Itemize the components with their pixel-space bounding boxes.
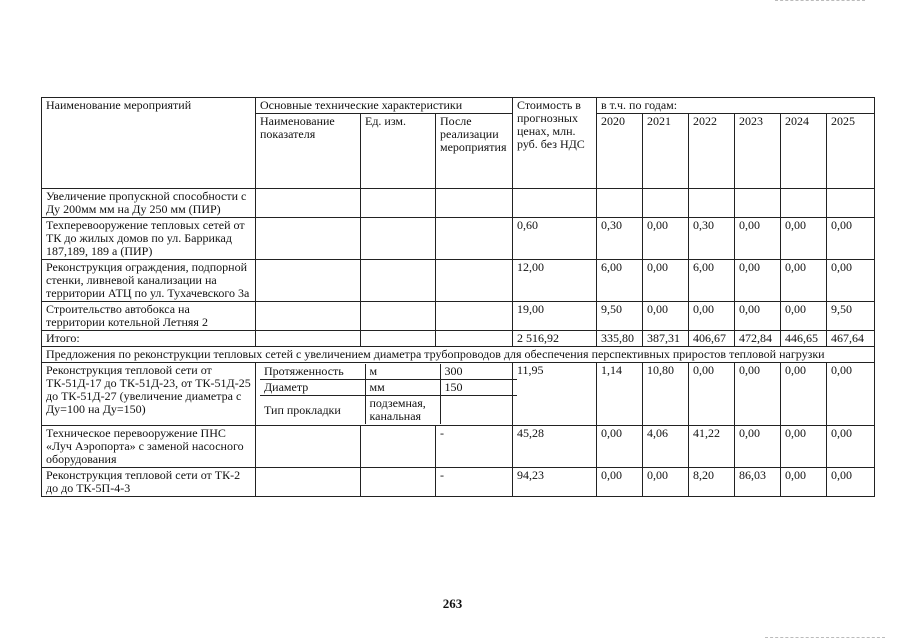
row-year-value: 4,06 (643, 426, 689, 468)
empty-cell (436, 302, 513, 331)
table-row (42, 302, 875, 331)
header-year: 2022 (689, 114, 735, 189)
params-table (260, 364, 517, 424)
row-year-value: 1,14 (597, 363, 643, 426)
empty-cell (361, 260, 436, 302)
row-cost: 12,00 (513, 260, 597, 302)
total-row (42, 331, 875, 347)
row-name: Техническое перевооружение ПНС «Луч Аэропорта» с заменой насосного оборудования (42, 426, 256, 468)
row-after: - (436, 426, 513, 468)
row-year-value: 6,00 (597, 260, 643, 302)
row-year-value: 0,30 (597, 218, 643, 260)
row-cost: 0,60 (513, 218, 597, 260)
row-year-value: 0,00 (781, 468, 827, 497)
row-cost: 45,28 (513, 426, 597, 468)
row-year-value: 9,50 (827, 302, 875, 331)
header-year: 2023 (735, 114, 781, 189)
section-title-row (42, 347, 875, 363)
row-year-value: 0,00 (735, 218, 781, 260)
header-by-years: в т.ч. по годам: (597, 98, 875, 114)
total-cost: 2 516,92 (513, 331, 597, 347)
row-year-value: 6,00 (689, 260, 735, 302)
row-year-value: 0,00 (735, 260, 781, 302)
table-row (42, 260, 875, 302)
row-after: - (436, 468, 513, 497)
row-year-value: 0,00 (735, 426, 781, 468)
row-year-value: 0,00 (689, 363, 735, 426)
param-unit: м (365, 364, 440, 380)
param-value: 300 (440, 364, 517, 380)
empty-cell (361, 331, 436, 347)
row-name: Увеличение пропускной способности с Ду 200мм мм на Ду 250 мм (ПИР) (42, 189, 256, 218)
header-name: Наименование мероприятий (42, 98, 256, 189)
row-year-value: 41,22 (689, 426, 735, 468)
param-unit: мм (365, 380, 440, 396)
top-edge-mark (775, 0, 865, 1)
total-year-value: 472,84 (735, 331, 781, 347)
row-year-value: 0,00 (827, 260, 875, 302)
row-year-value (827, 189, 875, 218)
row-name: Реконструкция тепловой сети от ТК-2 до до ТК-5П-4-3 (42, 468, 256, 497)
empty-cell (256, 189, 361, 218)
params-cell (256, 363, 513, 426)
row-name: Реконструкция ограждения, подпорной стенки, ливневой канализации на территории АТЦ по ул. Тухачевского 3а (42, 260, 256, 302)
param-label: Протяженность (264, 364, 344, 378)
table-row (42, 363, 875, 426)
row-year-value: 0,00 (735, 302, 781, 331)
section-title: Предложения по реконструкции тепловых сетей с увеличением диаметра трубопроводов для обеспечения перспективных приростов тепловой нагрузки (42, 347, 875, 363)
row-cost: 19,00 (513, 302, 597, 331)
total-label: Итого: (42, 331, 256, 347)
row-year-value: 0,00 (827, 363, 875, 426)
empty-cell (256, 331, 361, 347)
param-label: Тип прокладки (260, 396, 365, 425)
header-row-1 (42, 98, 875, 114)
empty-cell (256, 218, 361, 260)
row-year-value: 0,00 (781, 363, 827, 426)
row-name: Строительство автобокса на территории котельной Летняя 2 (42, 302, 256, 331)
measures-table (41, 97, 875, 497)
row-year-value (643, 189, 689, 218)
row-year-value: 0,00 (597, 468, 643, 497)
row-year-value: 8,20 (689, 468, 735, 497)
row-year-value: 0,30 (689, 218, 735, 260)
row-year-value: 0,00 (643, 218, 689, 260)
param-unit: подземная, канальная (365, 396, 440, 425)
row-cost (513, 189, 597, 218)
empty-cell (361, 468, 436, 497)
param-row (260, 380, 517, 396)
row-year-value: 10,80 (643, 363, 689, 426)
total-year-value: 387,31 (643, 331, 689, 347)
row-year-value: 0,00 (735, 363, 781, 426)
row-year-value: 0,00 (827, 468, 875, 497)
param-label: Диаметр (260, 380, 365, 396)
row-cost: 11,95 (513, 363, 597, 426)
empty-cell (436, 260, 513, 302)
row-year-value (689, 189, 735, 218)
row-name: Реконструкция тепловой сети от ТК-51Д-17 до ТК-51Д-23, от ТК-51Д-25 до ТК-51Д-27 (увеличение диаметра с Ду=100 на Ду=150) (42, 363, 256, 426)
bottom-edge-mark (765, 637, 885, 638)
page-number: 263 (442, 596, 463, 611)
header-year: 2024 (781, 114, 827, 189)
empty-cell (256, 426, 361, 468)
param-row (260, 364, 517, 380)
row-year-value: 9,50 (597, 302, 643, 331)
header-year: 2025 (827, 114, 875, 189)
row-year-value: 0,00 (781, 302, 827, 331)
row-year-value: 0,00 (689, 302, 735, 331)
row-year-value: 0,00 (643, 260, 689, 302)
row-year-value: 0,00 (781, 426, 827, 468)
row-year-value: 0,00 (827, 218, 875, 260)
row-name: Техперевооружение тепловых сетей от ТК до жилых домов по ул. Баррикад 187,189, 189 а (ПИР) (42, 218, 256, 260)
row-year-value: 0,00 (643, 302, 689, 331)
table-row (42, 426, 875, 468)
row-year-value (735, 189, 781, 218)
total-year-value: 467,64 (827, 331, 875, 347)
row-year-value: 0,00 (597, 426, 643, 468)
row-cost: 94,23 (513, 468, 597, 497)
row-year-value: 0,00 (781, 260, 827, 302)
empty-cell (361, 218, 436, 260)
header-tech-group: Основные технические характеристики (256, 98, 513, 114)
header-unit: Ед. изм. (361, 114, 436, 189)
empty-cell (361, 189, 436, 218)
row-year-value: 0,00 (781, 218, 827, 260)
total-year-value: 335,80 (597, 331, 643, 347)
total-year-value: 446,65 (781, 331, 827, 347)
header-cost: Стоимость в прогнозных ценах, млн. руб. без НДС (513, 98, 597, 189)
header-after: После реализации мероприятия (436, 114, 513, 189)
row-year-value: 86,03 (735, 468, 781, 497)
total-year-value: 406,67 (689, 331, 735, 347)
empty-cell (436, 331, 513, 347)
empty-cell (436, 218, 513, 260)
empty-cell (436, 189, 513, 218)
empty-cell (256, 302, 361, 331)
header-indicator-name: Наименование показателя (256, 114, 361, 189)
param-value (440, 396, 517, 425)
header-year: 2021 (643, 114, 689, 189)
param-row (260, 396, 517, 425)
table-row (42, 468, 875, 497)
empty-cell (256, 260, 361, 302)
empty-cell (256, 468, 361, 497)
row-year-value: 0,00 (643, 468, 689, 497)
row-year-value (597, 189, 643, 218)
empty-cell (361, 302, 436, 331)
param-value: 150 (440, 380, 517, 396)
row-year-value: 0,00 (827, 426, 875, 468)
table-row (42, 218, 875, 260)
row-year-value (781, 189, 827, 218)
empty-cell (361, 426, 436, 468)
header-year: 2020 (597, 114, 643, 189)
table-row (42, 189, 875, 218)
